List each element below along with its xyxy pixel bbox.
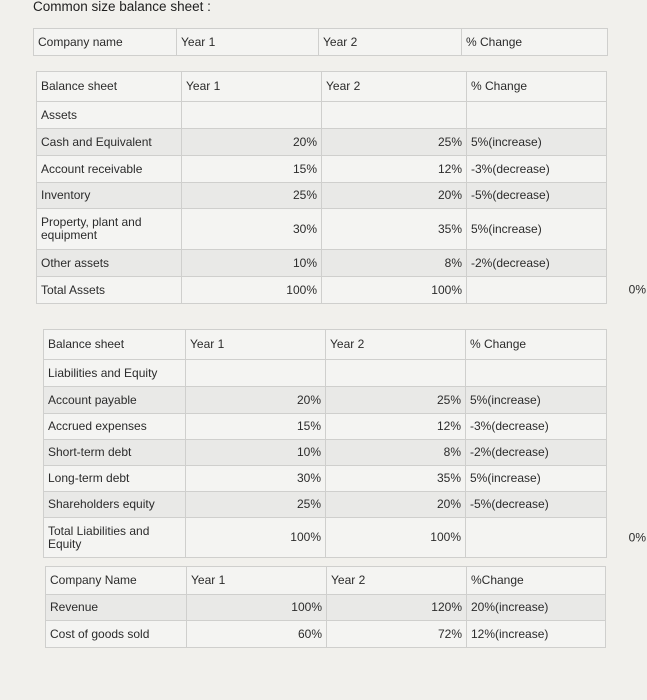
liabilities-header-label: Balance sheet xyxy=(44,330,186,360)
change-text: -5%(decrease) xyxy=(470,497,549,511)
assets-section-label: Assets xyxy=(37,102,182,129)
change-text: -3%(decrease) xyxy=(471,161,550,176)
change-header-cell[interactable]: % Change xyxy=(462,29,608,56)
income-header-year2: Year 2 xyxy=(327,567,467,595)
company-header-table xyxy=(33,28,608,56)
change-value[interactable] xyxy=(466,440,607,466)
row-label: Other assets xyxy=(37,250,182,277)
table-cell[interactable] xyxy=(466,360,607,387)
income-header-year1: Year 1 xyxy=(187,567,327,595)
year2-value[interactable]: 8% xyxy=(322,250,467,277)
year1-value[interactable]: 25% xyxy=(186,492,326,518)
liabilities-header-year2: Year 2 xyxy=(326,330,466,360)
table-row xyxy=(44,440,607,466)
row-label: Cash and Equivalent xyxy=(37,129,182,156)
table-row xyxy=(44,492,607,518)
row-label: Long-term debt xyxy=(44,466,186,492)
year1-value[interactable]: 100% xyxy=(182,277,322,304)
row-label: Total Assets xyxy=(37,277,182,304)
income-header-change: %Change xyxy=(467,567,606,595)
year2-value[interactable]: 35% xyxy=(322,209,467,250)
year2-value[interactable]: 20% xyxy=(322,183,467,209)
table-cell[interactable] xyxy=(186,360,326,387)
total-change-value: 0% xyxy=(628,530,646,544)
table-cell[interactable] xyxy=(467,102,607,129)
year2-value[interactable]: 120% xyxy=(327,595,467,621)
table-row xyxy=(44,387,607,414)
liabilities-rows xyxy=(44,387,646,558)
year1-value[interactable]: 10% xyxy=(182,250,322,277)
income-table xyxy=(45,566,606,648)
year1-value[interactable]: 20% xyxy=(182,129,322,156)
year2-value[interactable]: 8% xyxy=(326,440,466,466)
table-cell[interactable] xyxy=(182,102,322,129)
row-label: Accrued expenses xyxy=(44,414,186,440)
year2-value[interactable]: 100% xyxy=(322,277,467,304)
company-name-label: Company name xyxy=(38,34,123,49)
row-label: Cost of goods sold xyxy=(46,621,187,648)
company-name-cell[interactable] xyxy=(34,29,177,56)
change-value[interactable] xyxy=(467,595,606,621)
assets-table xyxy=(36,71,646,304)
year1-value[interactable]: 30% xyxy=(182,209,322,250)
row-label: Inventory xyxy=(37,183,182,209)
change-text: 12%(increase) xyxy=(471,626,549,641)
year1-value[interactable]: 60% xyxy=(187,621,327,648)
change-value[interactable] xyxy=(467,183,607,209)
change-text: -3%(decrease) xyxy=(470,419,549,433)
income-header-label: Company Name xyxy=(46,567,187,595)
assets-header-year1: Year 1 xyxy=(182,72,322,102)
change-value[interactable] xyxy=(467,250,607,277)
change-value[interactable] xyxy=(466,414,607,440)
change-text: 5%(increase) xyxy=(471,221,542,236)
liabilities-section-label: Liabilities and Equity xyxy=(44,360,186,387)
change-value[interactable] xyxy=(466,466,607,492)
table-row xyxy=(37,156,607,183)
row-label: Account receivable xyxy=(37,156,182,183)
change-value[interactable] xyxy=(467,156,607,183)
year1-header-cell[interactable]: Year 1 xyxy=(177,29,319,56)
table-row xyxy=(46,595,606,621)
year2-value[interactable]: 100% xyxy=(326,518,466,558)
page-title: Common size balance sheet : xyxy=(33,0,211,14)
year2-value[interactable]: 35% xyxy=(326,466,466,492)
year2-value[interactable]: 20% xyxy=(326,492,466,518)
change-value[interactable] xyxy=(467,277,646,304)
change-value[interactable] xyxy=(467,209,607,250)
year2-value[interactable]: 12% xyxy=(322,156,467,183)
table-cell[interactable] xyxy=(322,102,467,129)
change-value[interactable] xyxy=(467,621,606,648)
change-value[interactable] xyxy=(467,129,607,156)
table-row xyxy=(37,183,607,209)
change-text: -2%(decrease) xyxy=(470,445,549,459)
year1-value[interactable]: 15% xyxy=(182,156,322,183)
row-label: Revenue xyxy=(46,595,187,621)
table-row xyxy=(44,466,607,492)
row-label: Short-term debt xyxy=(44,440,186,466)
table-row xyxy=(46,621,606,648)
change-text: 5%(increase) xyxy=(470,471,541,485)
table-row xyxy=(37,250,607,277)
liabilities-header-year1: Year 1 xyxy=(186,330,326,360)
year1-value[interactable]: 30% xyxy=(186,466,326,492)
liabilities-table xyxy=(43,329,646,558)
row-label: Shareholders equity xyxy=(44,492,186,518)
table-cell[interactable] xyxy=(326,360,466,387)
table-row xyxy=(37,209,607,250)
change-text: 5%(increase) xyxy=(471,134,542,149)
year1-value[interactable]: 25% xyxy=(182,183,322,209)
table-row xyxy=(37,277,607,304)
year1-value[interactable]: 100% xyxy=(187,595,327,621)
change-text: 20%(increase) xyxy=(471,600,549,614)
row-label: Account payable xyxy=(44,387,186,414)
row-label: Total Liabilities and Equity xyxy=(44,518,186,558)
assets-header-year2: Year 2 xyxy=(322,72,467,102)
assets-rows xyxy=(37,129,646,304)
year2-value[interactable]: 25% xyxy=(326,387,466,414)
table-row xyxy=(37,129,607,156)
change-text: -5%(decrease) xyxy=(471,188,550,202)
change-text: -2%(decrease) xyxy=(471,255,550,270)
year1-value[interactable]: 15% xyxy=(186,414,326,440)
change-value[interactable] xyxy=(466,387,607,414)
year2-value[interactable]: 12% xyxy=(326,414,466,440)
row-label: Property, plant and equipment xyxy=(37,209,182,250)
income-rows xyxy=(46,595,606,648)
year2-header-cell[interactable]: Year 2 xyxy=(319,29,462,56)
year1-value[interactable]: 100% xyxy=(186,518,326,558)
year2-value[interactable]: 25% xyxy=(322,129,467,156)
table-row xyxy=(44,518,607,558)
year1-value[interactable]: 20% xyxy=(186,387,326,414)
table-row xyxy=(44,414,607,440)
change-value[interactable] xyxy=(466,518,646,558)
year1-value[interactable]: 10% xyxy=(186,440,326,466)
total-change-value: 0% xyxy=(628,282,646,297)
change-value[interactable] xyxy=(466,492,607,518)
liabilities-header-change: % Change xyxy=(466,330,607,360)
assets-header-change: % Change xyxy=(467,72,607,102)
year2-value[interactable]: 72% xyxy=(327,621,467,648)
change-text: 5%(increase) xyxy=(470,392,541,407)
assets-header-label: Balance sheet xyxy=(37,72,182,102)
